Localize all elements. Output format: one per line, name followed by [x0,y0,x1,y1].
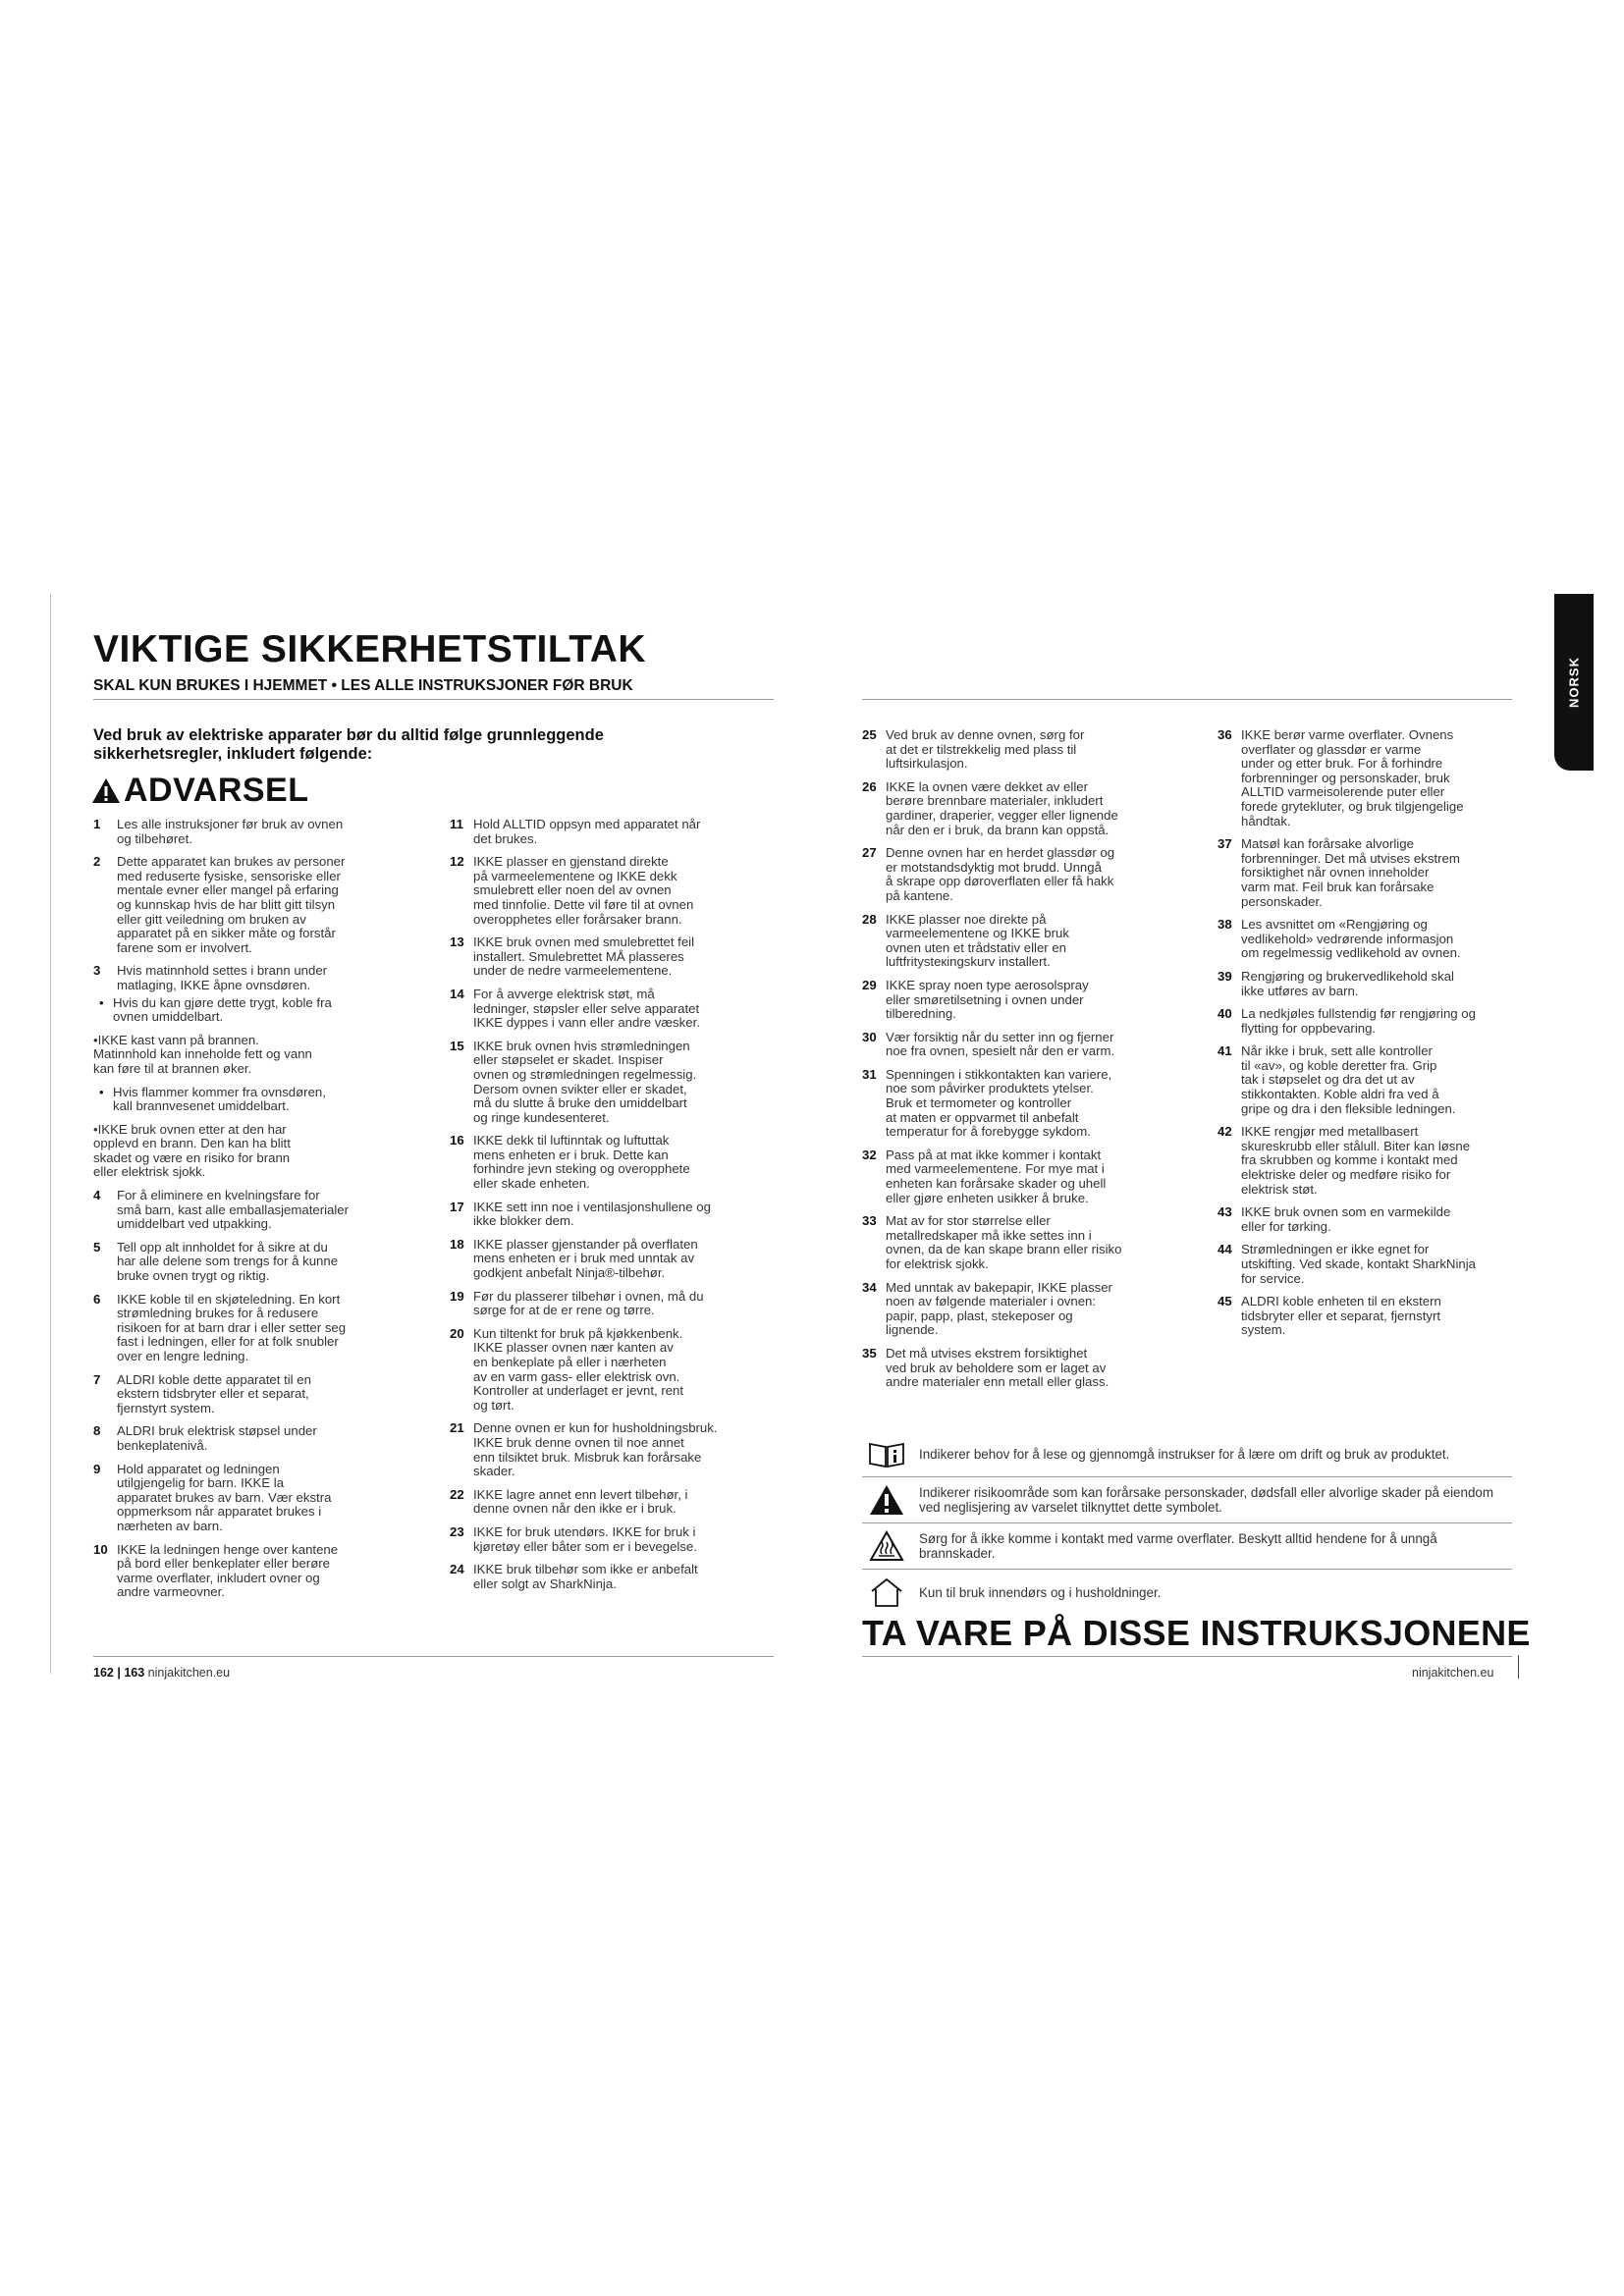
list-item: 36 IKKE berør varme overflater. Ovnens overflater og glassdør er varme under og etter bruk. For å forhindre forbrenninger og personskader, bruk ALLTID varmeisolerende puter eller forede grytekluter, og bruk tilgjengelige håndtak. [1218,727,1464,828]
footer-divider-left [93,1656,774,1657]
list-item: 42 IKKE rengjør med metallbasert skureskrubb eller stålull. Biter kan løsne fra skrubben og komme i kontakt med elektriske deler og medføre risiko for elektrisk støt. [1218,1124,1471,1197]
language-tab-label: NORSK [1566,657,1582,708]
page-subtitle: SKAL KUN BRUKES I HJEMMET • LES ALLE INSTRUKSJONER FØR BRUK [93,677,633,694]
warning-triangle-icon [91,777,121,804]
site-url-right: ninjakitchen.eu [1412,1666,1494,1680]
list-item: 24 IKKE bruk tilbehør som ikke er anbefalt eller solgt av SharkNinja. [450,1562,698,1591]
warning-heading [91,772,309,810]
list-item: 6 IKKE koble til en skjøteledning. En kort strømledning brukes for å redusere risikoen for at barn drar i eller setter seg fast i ledningen, eller for at folk snubler over en lengre ledning. [93,1291,347,1363]
list-item: 31 Spenningen i stikkontakten kan variere, noe som påvirker produktets ytelser. Bruk et termometer og kontroller at maten er oppvarmet til anbefalt temperatur for å forebygge sykdom. [862,1066,1112,1140]
symbol-row [862,1477,1512,1523]
keep-instructions-title: TA VARE PÅ DISSE INSTRUKSJONENE [862,1613,1531,1653]
list-item: 14 For å avverge elektrisk støt, må ledninger, støpsler eller selve apparatet IKKE dyppes i vann eller andre væsker. [450,986,700,1031]
symbol-row [862,1523,1512,1570]
symbol-row [862,1570,1512,1615]
language-tab [1554,594,1594,771]
list-item: 33 Mat av for stor størrelse eller metallredskaper må ikke settes inn i ovnen, da de kan skape brann eller risiko for elektrisk sjokk. [862,1213,1122,1271]
list-item: 10 IKKE la ledningen henge over kantene på bord eller benkeplater eller berøre varme overflater, inkludert ovner og andre varmeovner. [93,1541,339,1600]
list-item: 40 La nedkjøles fullstendig før rengjøring og flytting for oppbevaring. [1218,1006,1476,1036]
bullet-item: • Hvis flammer kommer fra ovnsdøren, kall brannvesenet umiddelbart. [99,1084,326,1114]
page-number-right: 163 [124,1666,145,1680]
list-item: 44 Strømledningen er ikke egnet for utskifting. Ved skade, kontakt SharkNinja for service. [1218,1242,1476,1286]
list-item: 15 IKKE bruk ovnen hvis strømledningen eller støpselet er skadet. Inspiser ovnen og strømledningen regelmessig. Dersom ovnen svikter eller er skadet, må du slutte å bruke den umiddelbart og ringe kundesenteret. [450,1038,697,1125]
list-item: 43 IKKE bruk ovnen som en varmekilde eller for tørking. [1218,1204,1451,1234]
list-item: 34 Med unntak av bakepapir, IKKE plasser noen av følgende materialer i ovnen: papir, papp, plast, stekeposer og lignende. [862,1279,1112,1338]
symbol-legend [862,1431,1512,1615]
list-item: 11 Hold ALLTID oppsyn med apparatet når det brukes. [450,817,701,846]
list-item: 9 Hold apparatet og ledningen utilgjengelig for barn. IKKE la apparatet brukes av barn. Vær ekstra oppmerksom når apparatet brukes i nærheten av barn. [93,1461,332,1533]
bullet-item: •IKKE bruk ovnen etter at den har opplevd en brann. Den kan ha blitt skadet og være en risiko for brann eller elektrisk sjokk. [93,1121,291,1180]
title-divider [93,699,774,700]
list-item: 29 IKKE spray noen type aerosolspray eller smøretilsetning i ovnen under tilberedning. [862,977,1089,1022]
list-item: 27 Denne ovnen har en herdet glassdør og er motstandsdyktig mot brudd. Unngå å skrape opp døroverflaten eller få hakk på kantene. [862,845,1115,903]
list-item: 7 ALDRI koble dette apparatet til en ekstern tidsbryter eller et separat, fjernstyrt system. [93,1371,311,1415]
list-item: 28 IKKE plasser noe direkte på varmeelementene og IKKE bruk ovnen uten et trådstativ eller en luftfritysteкingskurv installert. [862,911,1069,970]
home-icon [862,1576,911,1608]
footer-left: 162 | 163 ninjakitchen.eu [93,1666,231,1680]
column-2 [450,818,779,1600]
symbol-description: Kun til bruk innendørs og i husholdninger. [919,1584,1162,1600]
list-item: 41 Når ikke i bruk, sett alle kontroller til «av», og koble deretter fra. Grip tak i støpselet og dra det ut av stikkontakten. Koble aldri fra ved å gripe og dra i den fleksible ledningen. [1218,1043,1456,1116]
list-item: 35 Det må utvises ekstrem forsiktighet ved bruk av beholdere som er laget av andre materialer enn metall eller glass. [862,1345,1110,1390]
column-1 [93,818,417,1609]
symbol-row [862,1431,1512,1477]
symbol-description: Sørg for å ikke komme i kontakt med varme overflater. Beskytt alltid hendene for å unngå brannskader. [919,1531,1437,1561]
symbol-description: Indikerer behov for å lese og gjennomgå instrukser for å lære om drift og bruk av produktet. [919,1446,1450,1462]
intro-text: Ved bruk av elektriske apparater bør du alltid følge grunnleggende sikkerhetsregler, inkludert følgende: [93,726,604,763]
page-title: VIKTIGE SIKKERHETSTILTAK [93,628,647,670]
list-item: 37 Matsøl kan forårsake alvorlige forbrenninger. Det må utvises ekstrem forsiktighet når ovnen inneholder varm mat. Feil bruk kan forårsake personskader. [1218,836,1460,909]
list-item: 30 Vær forsiktig når du setter inn og fjerner noe fra ovnen, spesielt når den er varm. [862,1029,1115,1059]
list-item: 16 IKKE dekk til luftinntak og luftuttak mens enheten er i bruk. Dette kan forhindre jevn steking og overopphete eller skade enheten. [450,1133,690,1192]
warning-label: ADVARSEL [124,772,309,809]
list-item: 38 Les avsnittet om «Rengjøring og vedlikehold» vedrørende informasjon om regelmessig vedlikehold av ovnen. [1218,917,1461,961]
list-item: 5 Tell opp alt innholdet for å sikre at du har alle delene som trengs for å kunne bruke ovnen trygt og riktig. [93,1239,339,1284]
list-item: 20 Kun tiltenkt for bruk på kjøkkenbenk. IKKE plasser ovnen nær kanten av en benkeplate på eller i nærheten av en varm gass- eller elektrisk ovn. Kontroller at underlaget er jevnt, rent og tørt. [450,1325,684,1413]
list-item: 18 IKKE plasser gjenstander på overflaten mens enheten er i bruk med unntak av godkjent anbefalt Ninja®-tilbehør. [450,1236,698,1281]
list-item: 12 IKKE plasser en gjenstand direkte på varmeelementene og IKKE dekk smulebrett eller noen del av ovnen med tinnfolie. Dette vil føre til at ovnen overopphetes eller forårsaker brann. [450,854,694,927]
list-item: 8 ALDRI bruk elektrisk støpsel under benkeplatenivå. [93,1423,317,1453]
list-item: 4 For å eliminere en kvelningsfare for små barn, kast alle emballasjematerialer umiddelbart ved utpakking. [93,1188,350,1232]
list-item: 19 Før du plasserer tilbehør i ovnen, må du sørge for at de er rene og tørre. [450,1288,704,1318]
left-page-edge [50,594,51,1674]
bullet-item: •IKKE kast vann på brannen. Matinnhold kan inneholde fett og vann kan føre til at brannen øker. [93,1032,312,1076]
hot-surface-icon [862,1530,911,1562]
column-4 [1218,728,1542,1347]
list-item: 25 Ved bruk av denne ovnen, sørg for at det er tilstrekkelig med plass til luftsirkulasjon. [862,727,1085,772]
column-3 [862,728,1186,1399]
list-item: 22 IKKE lagre annet enn levert tilbehør, i denne ovnen når den ikke er i bruk. [450,1486,688,1517]
title-divider-right [862,699,1512,700]
read-manual-icon [862,1439,911,1468]
list-item: 3 Hvis matinnhold settes i brann under matlaging, IKKE åpne ovnsdøren. [93,963,328,992]
list-item: 32 Pass på at mat ikke kommer i kontakt med varmeelementene. For mye mat i enheten kan forårsake skader og uhell eller gjøre enheten usikker å bruke. [862,1147,1107,1205]
list-item: 23 IKKE for bruk utendørs. IKKE for bruk i kjøretøy eller båter som er i bevegelse. [450,1523,697,1554]
symbol-description: Indikerer risikoområde som kan forårsake personskader, dødsfall eller alvorlige skader på eiendom ved neglisjering av varselet tilknyttet dette symbolet. [919,1485,1494,1515]
list-item: 17 IKKE sett inn noe i ventilasjonshullene og ikke blokker dem. [450,1199,711,1229]
list-item: 13 IKKE bruk ovnen med smulebrettet feil installert. Smulebrettet MÅ plasseres under de nedre varmeelementene. [450,934,695,979]
list-item: 39 Rengjøring og brukervedlikehold skal ikke utføres av barn. [1218,968,1454,998]
bullet-item: • Hvis du kan gjøre dette trygt, koble fra ovnen umiddelbart. [99,994,332,1025]
list-item: 45 ALDRI koble enheten til en ekstern tidsbryter eller et separat, fjernstyrt system. [1218,1294,1441,1338]
list-item: 2 Dette apparatet kan brukes av personer med reduserte fysiske, sensoriske eller mentale evner eller mangel på erfaring og kunnskap hvis de har blitt gitt tilsyn eller gitt veiledning om bruken av apparatet på en sikker måte og forstår farene som er involvert. [93,854,346,955]
warning-icon [862,1484,911,1516]
footer-divider-right [862,1656,1512,1657]
list-item: 26 IKKE la ovnen være dekket av eller berøre brennbare materialer, inkludert gardiner, draperier, vegger eller lignende når den er i bruk, da brann kan oppstå. [862,778,1118,837]
site-url-left: ninjakitchen.eu [147,1666,231,1680]
right-page-marker [1518,1655,1519,1679]
list-item: 1 Les alle instruksjoner før bruk av ovnen og tilbehøret. [93,817,344,846]
page-number-left: 162 [93,1666,114,1680]
list-item: 21 Denne ovnen er kun for husholdningsbruk. IKKE bruk denne ovnen til noe annet enn tilsiktet bruk. Misbruk kan forårsake skader. [450,1420,718,1479]
